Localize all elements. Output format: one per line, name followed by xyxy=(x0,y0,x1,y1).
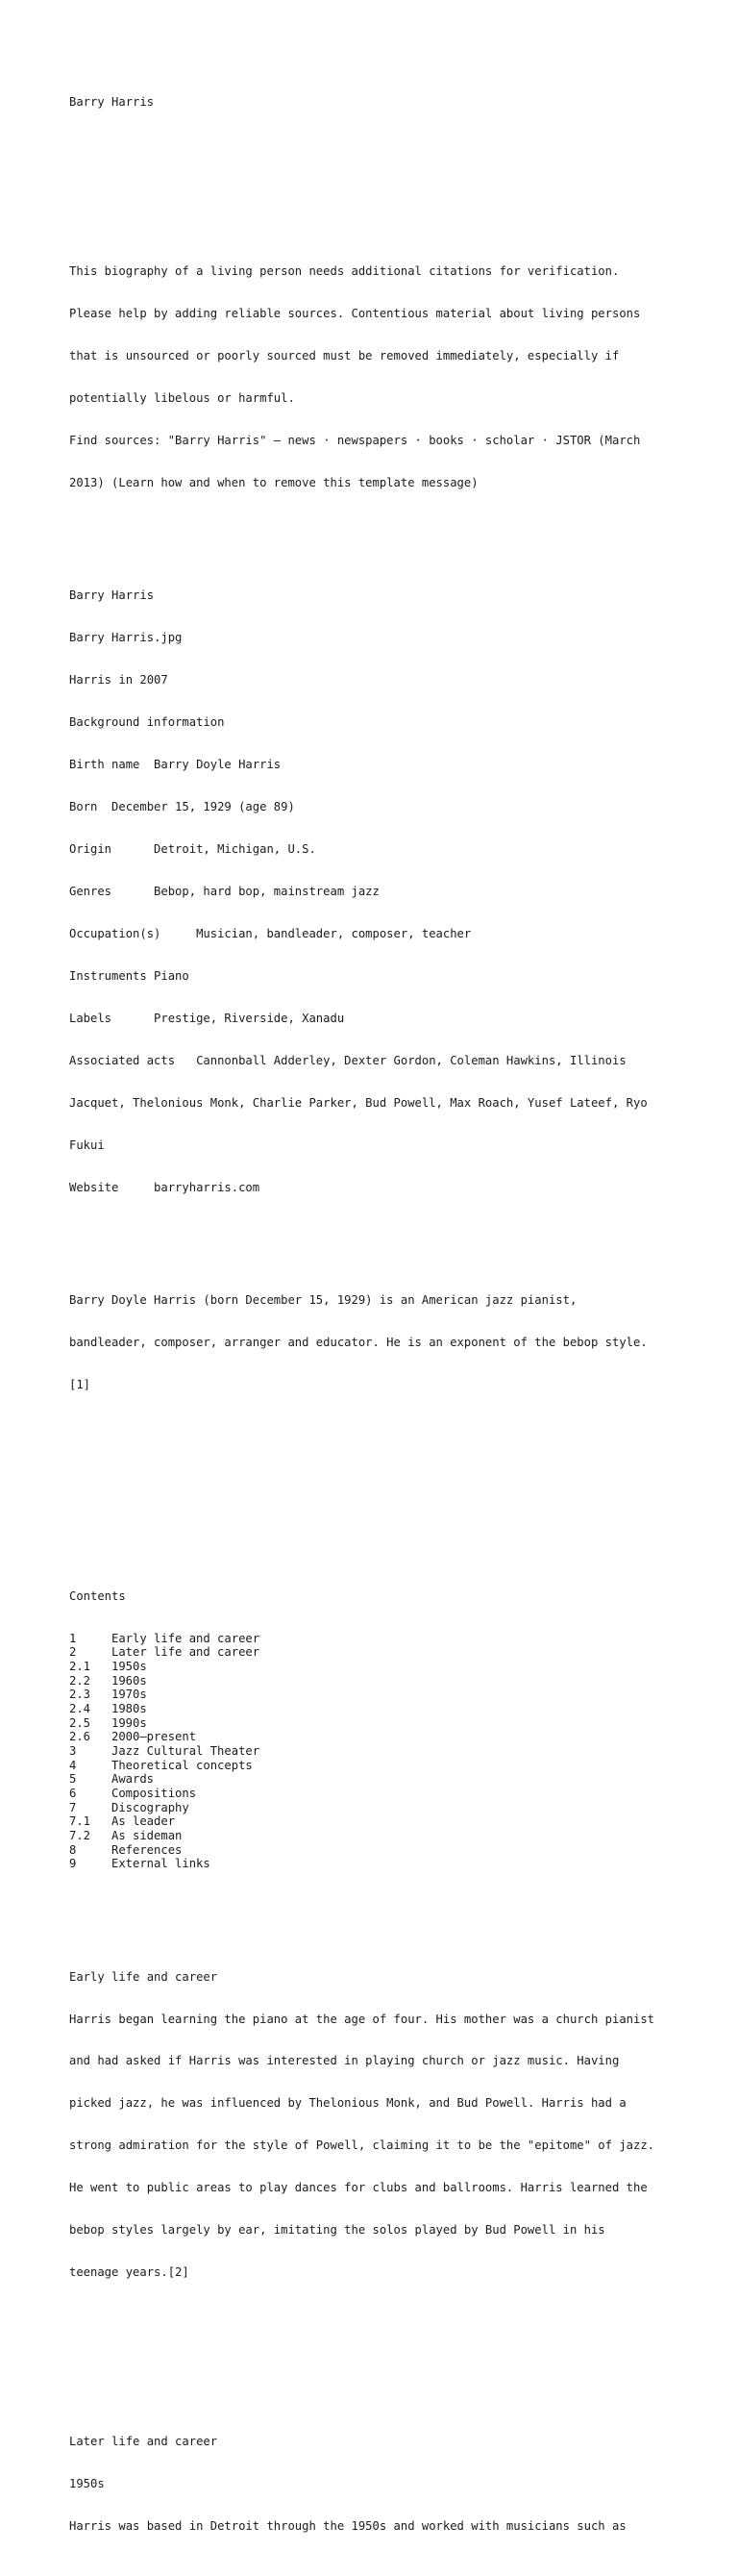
paragraph-line: strong admiration for the style of Powell, claiming it to be the "epitome" of jazz. xyxy=(69,2138,655,2153)
infobox-associated-acts: Fukui xyxy=(69,1138,105,1152)
contents-item[interactable] xyxy=(69,1632,684,1646)
infobox-labels: Labels Prestige, Riverside, Xanadu xyxy=(69,1011,345,1025)
contents-item[interactable] xyxy=(69,1702,684,1716)
contents-item-label: External links xyxy=(111,1857,210,1871)
infobox-occupations: Occupation(s) Musician, bandleader, composer, teacher xyxy=(69,927,472,940)
contents-item-number: 1 xyxy=(69,1631,77,1645)
contents-item[interactable] xyxy=(69,1801,684,1815)
contents-item-number: 7.2 xyxy=(69,1828,91,1842)
section-heading: Early life and career xyxy=(69,1969,218,1984)
contents-item[interactable] xyxy=(69,1688,684,1702)
contents-item-label: 1990s xyxy=(111,1715,147,1730)
contents-item-label: As leader xyxy=(111,1814,176,1829)
infobox-instruments: Instruments Piano xyxy=(69,968,189,983)
contents-item-label: Theoretical concepts xyxy=(111,1758,253,1772)
spacer xyxy=(69,1463,684,1477)
contents-item-label: Later life and career xyxy=(111,1645,260,1660)
infobox-caption: Harris in 2007 xyxy=(69,673,168,688)
paragraph-line: picked jazz, he was influenced by Thelonious Monk, and Bud Powell. Harris had a xyxy=(69,2096,627,2111)
notice-line: This biography of a living person needs additional citations for verification. xyxy=(69,264,620,279)
contents-item-number: 6 xyxy=(69,1787,77,1800)
contents-item-number: 2.2 xyxy=(69,1673,91,1688)
contents-item-number: 2.6 xyxy=(69,1730,91,1744)
paragraph-line: bebop styles largely by ear, imitating the solos played by Bud Powell in his xyxy=(69,2223,605,2238)
contents-heading: Contents xyxy=(69,1588,126,1603)
contents-item-number: 7.1 xyxy=(69,1814,91,1829)
paragraph-line: and had asked if Harris was interested in playing church or jazz music. Having xyxy=(69,2054,620,2068)
contents-item-number: 9 xyxy=(69,1857,77,1871)
infobox-genres: Genres Bebop, hard bop, mainstream jazz xyxy=(69,885,380,899)
contents-item-label: Jazz Cultural Theater xyxy=(111,1744,260,1759)
intro-paragraph xyxy=(69,1265,684,1420)
contents-item-label: Early life and career xyxy=(111,1631,260,1645)
contents-item[interactable] xyxy=(69,1660,684,1674)
paragraph-line: He went to public areas to play dances for clubs and ballrooms. Harris learned the xyxy=(69,2181,648,2195)
contents-item[interactable] xyxy=(69,1759,684,1773)
early-life-section xyxy=(69,1941,684,2308)
intro-line: bandleader, composer, arranger and educator. He is an exponent of the bebop style. xyxy=(69,1336,648,1350)
contents-item-number: 3 xyxy=(69,1744,77,1759)
contents-item[interactable] xyxy=(69,1857,684,1871)
contents-item-label: Discography xyxy=(111,1800,189,1814)
contents-item-label: References xyxy=(111,1842,183,1857)
infobox-birth-name: Birth name Barry Doyle Harris xyxy=(69,758,282,772)
contents-item[interactable] xyxy=(69,1843,684,1858)
contents-item[interactable] xyxy=(69,1716,684,1731)
infobox-origin: Origin Detroit, Michigan, U.S. xyxy=(69,842,316,857)
contents-item[interactable] xyxy=(69,1772,684,1787)
contents-item-label: Compositions xyxy=(111,1787,197,1800)
infobox-website: Website barryharris.com xyxy=(69,1180,260,1194)
paragraph-line: Harris began learning the piano at the age of four. His mother was a church pianist xyxy=(69,2012,655,2026)
spacer xyxy=(69,1505,684,1519)
subsection-heading: 1950s xyxy=(69,2477,105,2491)
spacer xyxy=(69,138,684,152)
contents-item-label: Awards xyxy=(111,1772,155,1787)
infobox-born: Born December 15, 1929 (age 89) xyxy=(69,800,295,814)
find-sources-line: Find sources: "Barry Harris" – news · newspapers · books · scholar · JSTOR (March xyxy=(69,434,641,448)
contents-item[interactable] xyxy=(69,1814,684,1829)
contents-item[interactable] xyxy=(69,1744,684,1759)
notice-line: Please help by adding reliable sources. Contentious material about living persons xyxy=(69,307,641,321)
contents-item[interactable] xyxy=(69,1674,684,1688)
infobox-section-heading: Background information xyxy=(69,715,225,730)
notice-line: potentially libelous or harmful. xyxy=(69,391,295,406)
find-sources-line: 2013) (Learn how and when to remove this template message) xyxy=(69,476,479,489)
contents-item-label: 1970s xyxy=(111,1688,147,1702)
contents-item-label: 2000–present xyxy=(111,1730,197,1744)
infobox-associated-acts: Jacquet, Thelonious Monk, Charlie Parker, Bud Powell, Max Roach, Yusef Lateef, Ryo xyxy=(69,1095,648,1110)
spacer xyxy=(69,2350,684,2364)
contents-item-label: As sideman xyxy=(111,1828,183,1842)
contents-item[interactable] xyxy=(69,1787,684,1801)
contents-item-label: 1950s xyxy=(111,1660,147,1674)
contents-item[interactable] xyxy=(69,1829,684,1843)
contents-item[interactable] xyxy=(69,1730,684,1744)
citation-notice xyxy=(69,237,684,518)
contents-item-number: 2.5 xyxy=(69,1715,91,1730)
document-page xyxy=(69,67,684,2576)
contents-item-number: 4 xyxy=(69,1758,77,1772)
paragraph-line: teenage years.[2] xyxy=(69,2265,189,2280)
contents-item-number: 2.4 xyxy=(69,1702,91,1716)
contents-item-label: 1980s xyxy=(111,1702,147,1716)
paragraph-line: Harris was based in Detroit through the 1950s and worked with musicians such as xyxy=(69,2519,627,2534)
infobox xyxy=(69,561,684,1223)
infobox-title: Barry Harris xyxy=(69,588,155,603)
contents-item-number: 2.3 xyxy=(69,1688,91,1702)
contents-item-number: 7 xyxy=(69,1800,77,1814)
table-of-contents xyxy=(69,1562,684,1900)
intro-line: [1] xyxy=(69,1378,91,1391)
contents-item-number: 5 xyxy=(69,1772,77,1787)
spacer xyxy=(69,180,684,194)
section-heading: Later life and career xyxy=(69,2435,218,2449)
infobox-image-name: Barry Harris.jpg xyxy=(69,631,183,645)
contents-item[interactable] xyxy=(69,1645,684,1660)
contents-list xyxy=(69,1632,684,1871)
contents-item-number: 8 xyxy=(69,1842,77,1857)
contents-item-number: 2 xyxy=(69,1645,77,1660)
page-title: Barry Harris xyxy=(69,95,155,110)
notice-line: that is unsourced or poorly sourced must be removed immediately, especially if xyxy=(69,349,620,363)
contents-item-label: 1960s xyxy=(111,1673,147,1688)
intro-line: Barry Doyle Harris (born December 15, 1929) is an American jazz pianist, xyxy=(69,1293,578,1308)
contents-item-number: 2.1 xyxy=(69,1660,91,1674)
infobox-associated-acts: Associated acts Cannonball Adderley, Dexter Gordon, Coleman Hawkins, Illinois xyxy=(69,1053,627,1067)
later-life-section xyxy=(69,2407,684,2562)
